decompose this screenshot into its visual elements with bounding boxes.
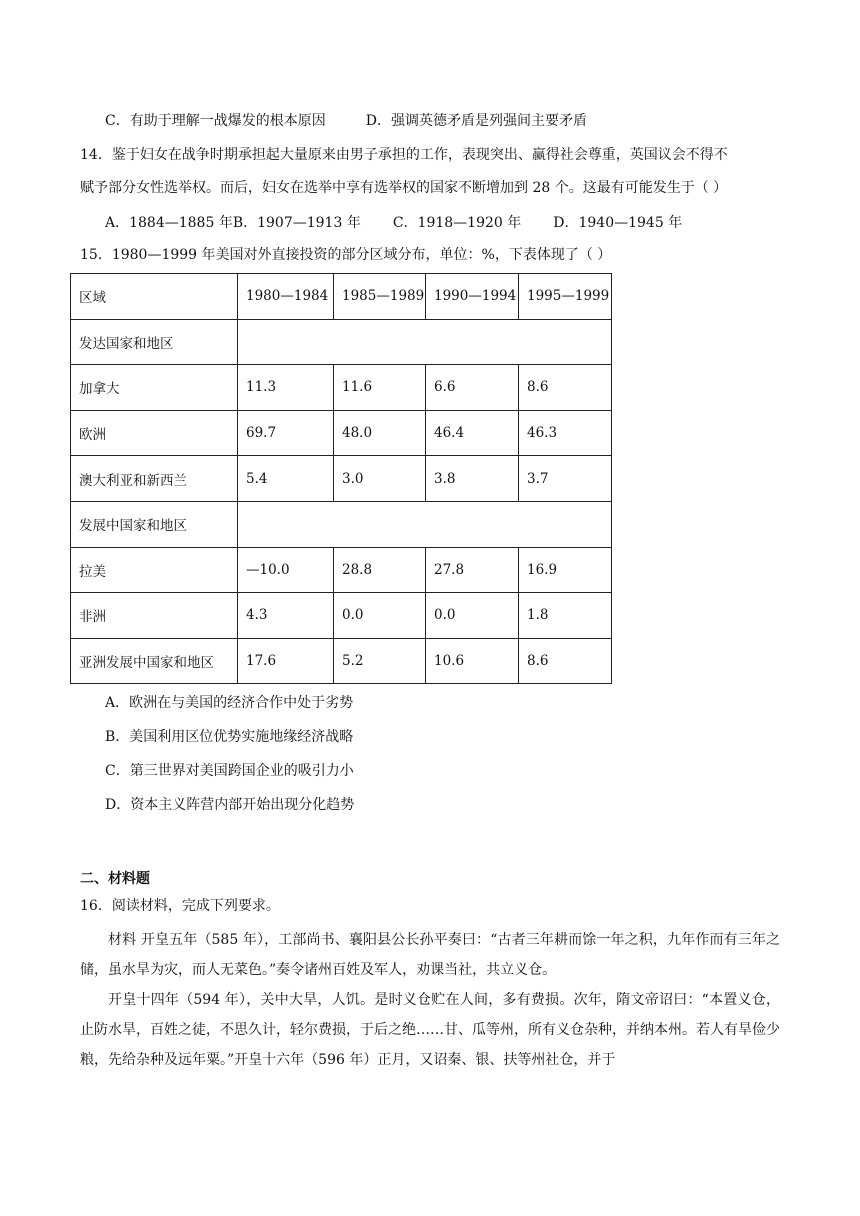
table-cell: 8.6 xyxy=(519,638,612,684)
q16-stem: 16．阅读材料，完成下列要求。 xyxy=(80,898,280,914)
q15-option-d: D．资本主义阵营内部开始出现分化趋势 xyxy=(105,797,355,813)
table-cell: 6.6 xyxy=(426,365,519,411)
q15-option-b: B．美国利用区位优势实施地缘经济战略 xyxy=(105,729,354,745)
group-title: 发达国家和地区 xyxy=(71,319,238,365)
table-cell: 69.7 xyxy=(238,410,334,456)
table-cell: 欧洲 xyxy=(71,410,238,456)
table-cell: 3.8 xyxy=(426,456,519,502)
table-cell: 11.3 xyxy=(238,365,334,411)
table-cell: 48.0 xyxy=(334,410,426,456)
table-cell: —10.0 xyxy=(238,547,334,593)
q14-stem-line2: 赋予部分女性选举权。而后，妇女在选举中享有选举权的国家不断增加到 28 个。这最有可能发生于（ ） xyxy=(80,180,728,196)
table-row xyxy=(71,593,612,639)
q15-stem: 15．1980—1999 年美国对外直接投资的部分区域分布，单位：%，下表体现了（ ） xyxy=(80,247,612,263)
table-group-row xyxy=(71,319,612,365)
group-title: 发展中国家和地区 xyxy=(71,501,238,547)
table-cell: 27.8 xyxy=(426,547,519,593)
table-cell: 5.4 xyxy=(238,456,334,502)
table-row xyxy=(71,456,612,502)
q13-option-c: C．有助于理解一战爆发的根本原因 xyxy=(105,113,326,129)
table-cell: 4.3 xyxy=(238,593,334,639)
table-cell: 46.3 xyxy=(519,410,612,456)
q14-option-b: B．1907—1913 年 xyxy=(232,215,361,231)
table-header-cell: 区域 xyxy=(71,274,238,320)
material-paragraph-2: 开皇十四年（594 年），关中大旱，人饥。是时义仓贮在人间，多有费损。次年，隋文帝诏曰：“本置义仓，止防水旱，百姓之徒，不思久计，轻尔费损，于后之绝……甘、瓜等州，所有义仓杂种，并纳本州。若人有旱俭少粮，先给杂种及远年粟。”开皇十六年（596 年）正月，又诏秦、银、扶等州社仓，并于 xyxy=(80,992,780,1068)
table-cell: 46.4 xyxy=(426,410,519,456)
table-group-row xyxy=(71,501,612,547)
table-cell: 16.9 xyxy=(519,547,612,593)
group-empty-cell xyxy=(238,319,612,365)
table-cell: 11.6 xyxy=(334,365,426,411)
table-cell: 8.6 xyxy=(519,365,612,411)
table-cell: 28.8 xyxy=(334,547,426,593)
q15-option-a: A．欧洲在与美国的经济合作中处于劣势 xyxy=(105,695,354,711)
q14-option-d: D．1940—1945 年 xyxy=(553,215,683,231)
table-cell: 拉美 xyxy=(71,547,238,593)
table-cell: 3.0 xyxy=(334,456,426,502)
q14-option-c: C．1918—1920 年 xyxy=(392,215,522,231)
table-cell: 亚洲发展中国家和地区 xyxy=(71,638,238,684)
table-cell: 加拿大 xyxy=(71,365,238,411)
table-cell: 1.8 xyxy=(519,593,612,639)
table-row xyxy=(71,638,612,684)
table-header-row xyxy=(71,274,612,320)
q15-option-c: C．第三世界对美国跨国企业的吸引力小 xyxy=(105,763,354,779)
table-row xyxy=(71,547,612,593)
table-header-cell: 1980—1984 xyxy=(238,274,334,320)
table-cell: 0.0 xyxy=(426,593,519,639)
table-cell: 10.6 xyxy=(426,638,519,684)
q13-option-d: D．强调英德矛盾是列强间主要矛盾 xyxy=(365,113,587,129)
table-cell: 非洲 xyxy=(71,593,238,639)
investment-table xyxy=(70,273,612,684)
table-row xyxy=(71,410,612,456)
group-empty-cell xyxy=(238,501,612,547)
q13-options xyxy=(105,111,587,131)
table-header-cell: 1995—1999 xyxy=(519,274,612,320)
table-cell: 0.0 xyxy=(334,593,426,639)
table-cell: 澳大利亚和新西兰 xyxy=(71,456,238,502)
table-cell: 5.2 xyxy=(334,638,426,684)
q14-stem-line1: 14．鉴于妇女在战争时期承担起大量原来由男子承担的工作，表现突出、赢得社会尊重，英国议会不得不 xyxy=(80,147,728,163)
table-row xyxy=(71,365,612,411)
material-paragraph-1: 材料 开皇五年（585 年），工部尚书、襄阳县公长孙平奏曰：“古者三年耕而馀一年之积，九年作而有三年之储，虽水旱为灾，而人无菜色。”奏令诸州百姓及军人，劝课当社，共立义仓。 xyxy=(80,932,780,978)
q16-material xyxy=(80,925,780,1075)
table-header-cell: 1990—1994 xyxy=(426,274,519,320)
table-cell: 17.6 xyxy=(238,638,334,684)
q14-option-a: A．1884—1885 年 xyxy=(105,215,233,231)
table-cell: 3.7 xyxy=(519,456,612,502)
section-title: 二、材料题 xyxy=(80,871,150,887)
table-header-cell: 1985—1989 xyxy=(334,274,426,320)
q14-options xyxy=(105,213,682,233)
